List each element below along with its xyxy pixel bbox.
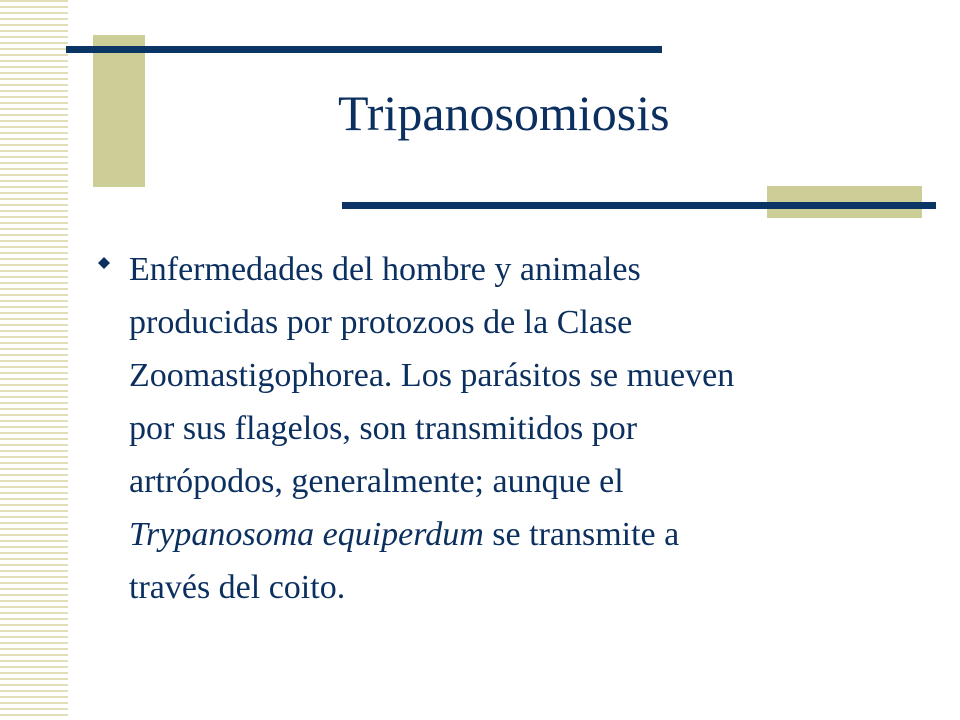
title-rule-bottom (342, 202, 936, 209)
title-rule-top (66, 46, 662, 53)
olive-accent-block-top (93, 35, 145, 187)
bullet-line-3: Zoomastigophorea. Los parásitos se mueven (129, 357, 735, 394)
bullet-line-1: Enfermedades del hombre y animales (129, 251, 641, 288)
bullet-line-7: través del coito. (129, 569, 346, 606)
bullet-line-2: producidas por protozoos de la Clase (129, 304, 633, 341)
bullet-line-4: por sus flagelos, son transmitidos por (129, 410, 638, 447)
bullet-item (98, 243, 858, 614)
slide-title: Tripanosomiosis (338, 85, 670, 141)
left-striped-margin (0, 0, 68, 720)
bullet-text (129, 243, 858, 614)
bullet-line-6-rest: se transmite a (492, 516, 680, 553)
italic-species-name: Trypanosoma equiperdum (129, 516, 484, 553)
diamond-bullet-icon (98, 257, 110, 269)
bullet-line-5: artrópodos, generalmente; aunque el (129, 463, 624, 500)
